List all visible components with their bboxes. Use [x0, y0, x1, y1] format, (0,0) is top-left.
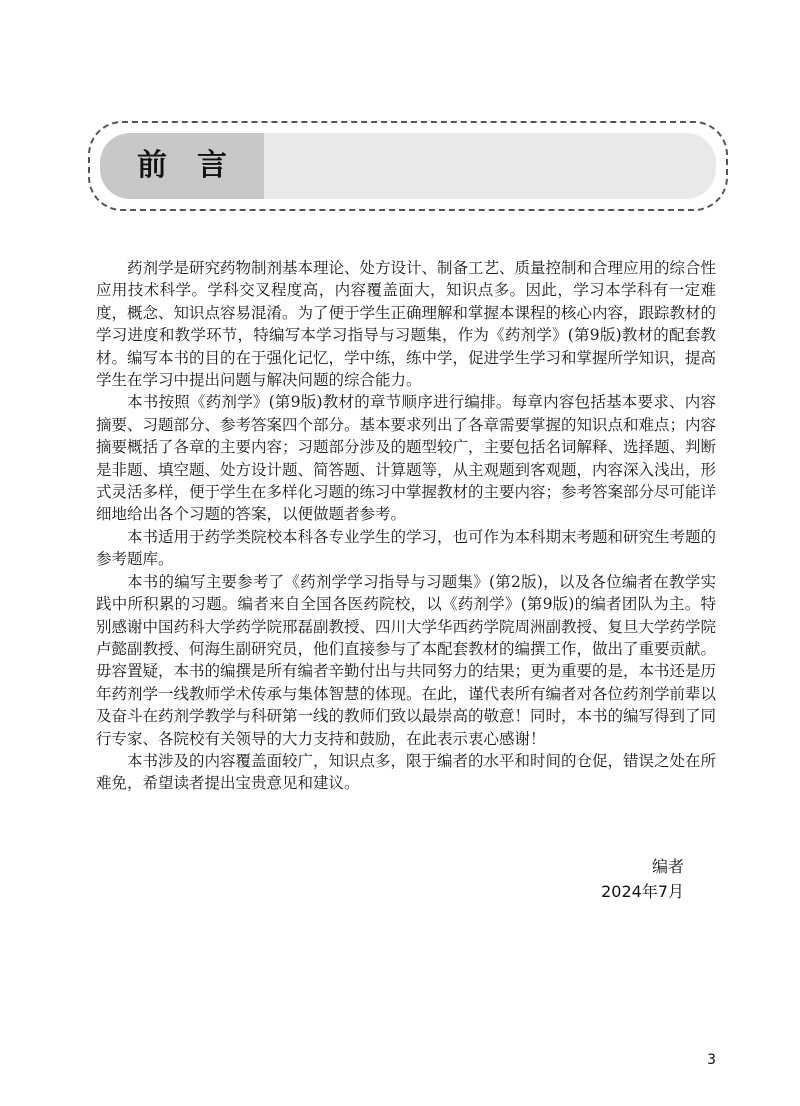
- signature-date: 2024年7月: [601, 882, 684, 901]
- paragraph-1: 药剂学是研究药物制剂基本理论、处方设计、制备工艺、质量控制和合理应用的综合性应用技术科学。学科交叉程度高，内容覆盖面大，知识点多。因此，学习本学科有一定难度，概念、知识点容易混淆。为了便于学生正确理解和掌握本课程的核心内容，跟踪教材的学习进度和教学环节，特编写本学习指导与习题集，作为《药剂学》(第9版)教材的配套教材。编写本书的目的在于强化记忆，学中练，练中学，促进学生学习和掌握所学知识，提高学生在学习中提出问题与解决问题的综合能力。: [96, 259, 717, 390]
- paragraph-5: 本书涉及的内容覆盖面较广，知识点多，限于编者的水平和时间的仓促，错误之处在所难免，希望读者提出宝贵意见和建议。: [96, 751, 717, 793]
- paragraph-3: 本书适用于药学类院校本科各专业学生的学习，也可作为本科期末考题和研究生考题的参考题库。: [96, 527, 717, 569]
- preface-body: [96, 257, 716, 795]
- paragraph-4: 本书的编写主要参考了《药剂学学习指导与习题集》(第2版)，以及各位编者在教学实践中所积累的习题。编者来自全国各医药院校，以《药剂学》(第9版)的编者团队为主。特别感谢中国药科大学药学院邢磊副教授、四川大学华西药学院周洲副教授、复旦大学药学院卢懿副教授、何海生副研究员，他们直接参与了本配套教材的编撰工作，做出了重要贡献。毋容置疑，本书的编撰是所有编者辛勤付出与共同努力的结果；更为重要的是，本书还是历年药剂学一线教师学术传承与集体智慧的体现。在此，谨代表所有编者对各位药剂学前辈以及奋斗在药剂学教学与科研第一线的教师们致以最崇高的敬意！同时，本书的编写得到了同行专家、各院校有关领导的大力支持和鼓励，在此表示衷心感谢！: [96, 572, 717, 748]
- page-number: 3: [707, 1052, 716, 1068]
- page-title: 前言: [137, 148, 257, 183]
- signature-block: [601, 854, 684, 904]
- paragraph-2: 本书按照《药剂学》(第9版)教材的章节顺序进行编排。每章内容包括基本要求、内容摘要、习题部分、参考答案四个部分。基本要求列出了各章需要掌握的知识点和难点；内容摘要概括了各章的主要内容；习题部分涉及的题型较广，主要包括名词解释、选择题、判断是非题、填空题、处方设计题、简答题、计算题等，从主观题到客观题，内容深入浅出，形式灵活多样，便于学生在多样化习题的练习中掌握教材的主要内容；参考答案部分尽可能详细地给出各个习题的答案，以便做题者参考。: [96, 393, 717, 524]
- header-bar: [100, 133, 716, 199]
- signature-author: 编者: [651, 857, 684, 876]
